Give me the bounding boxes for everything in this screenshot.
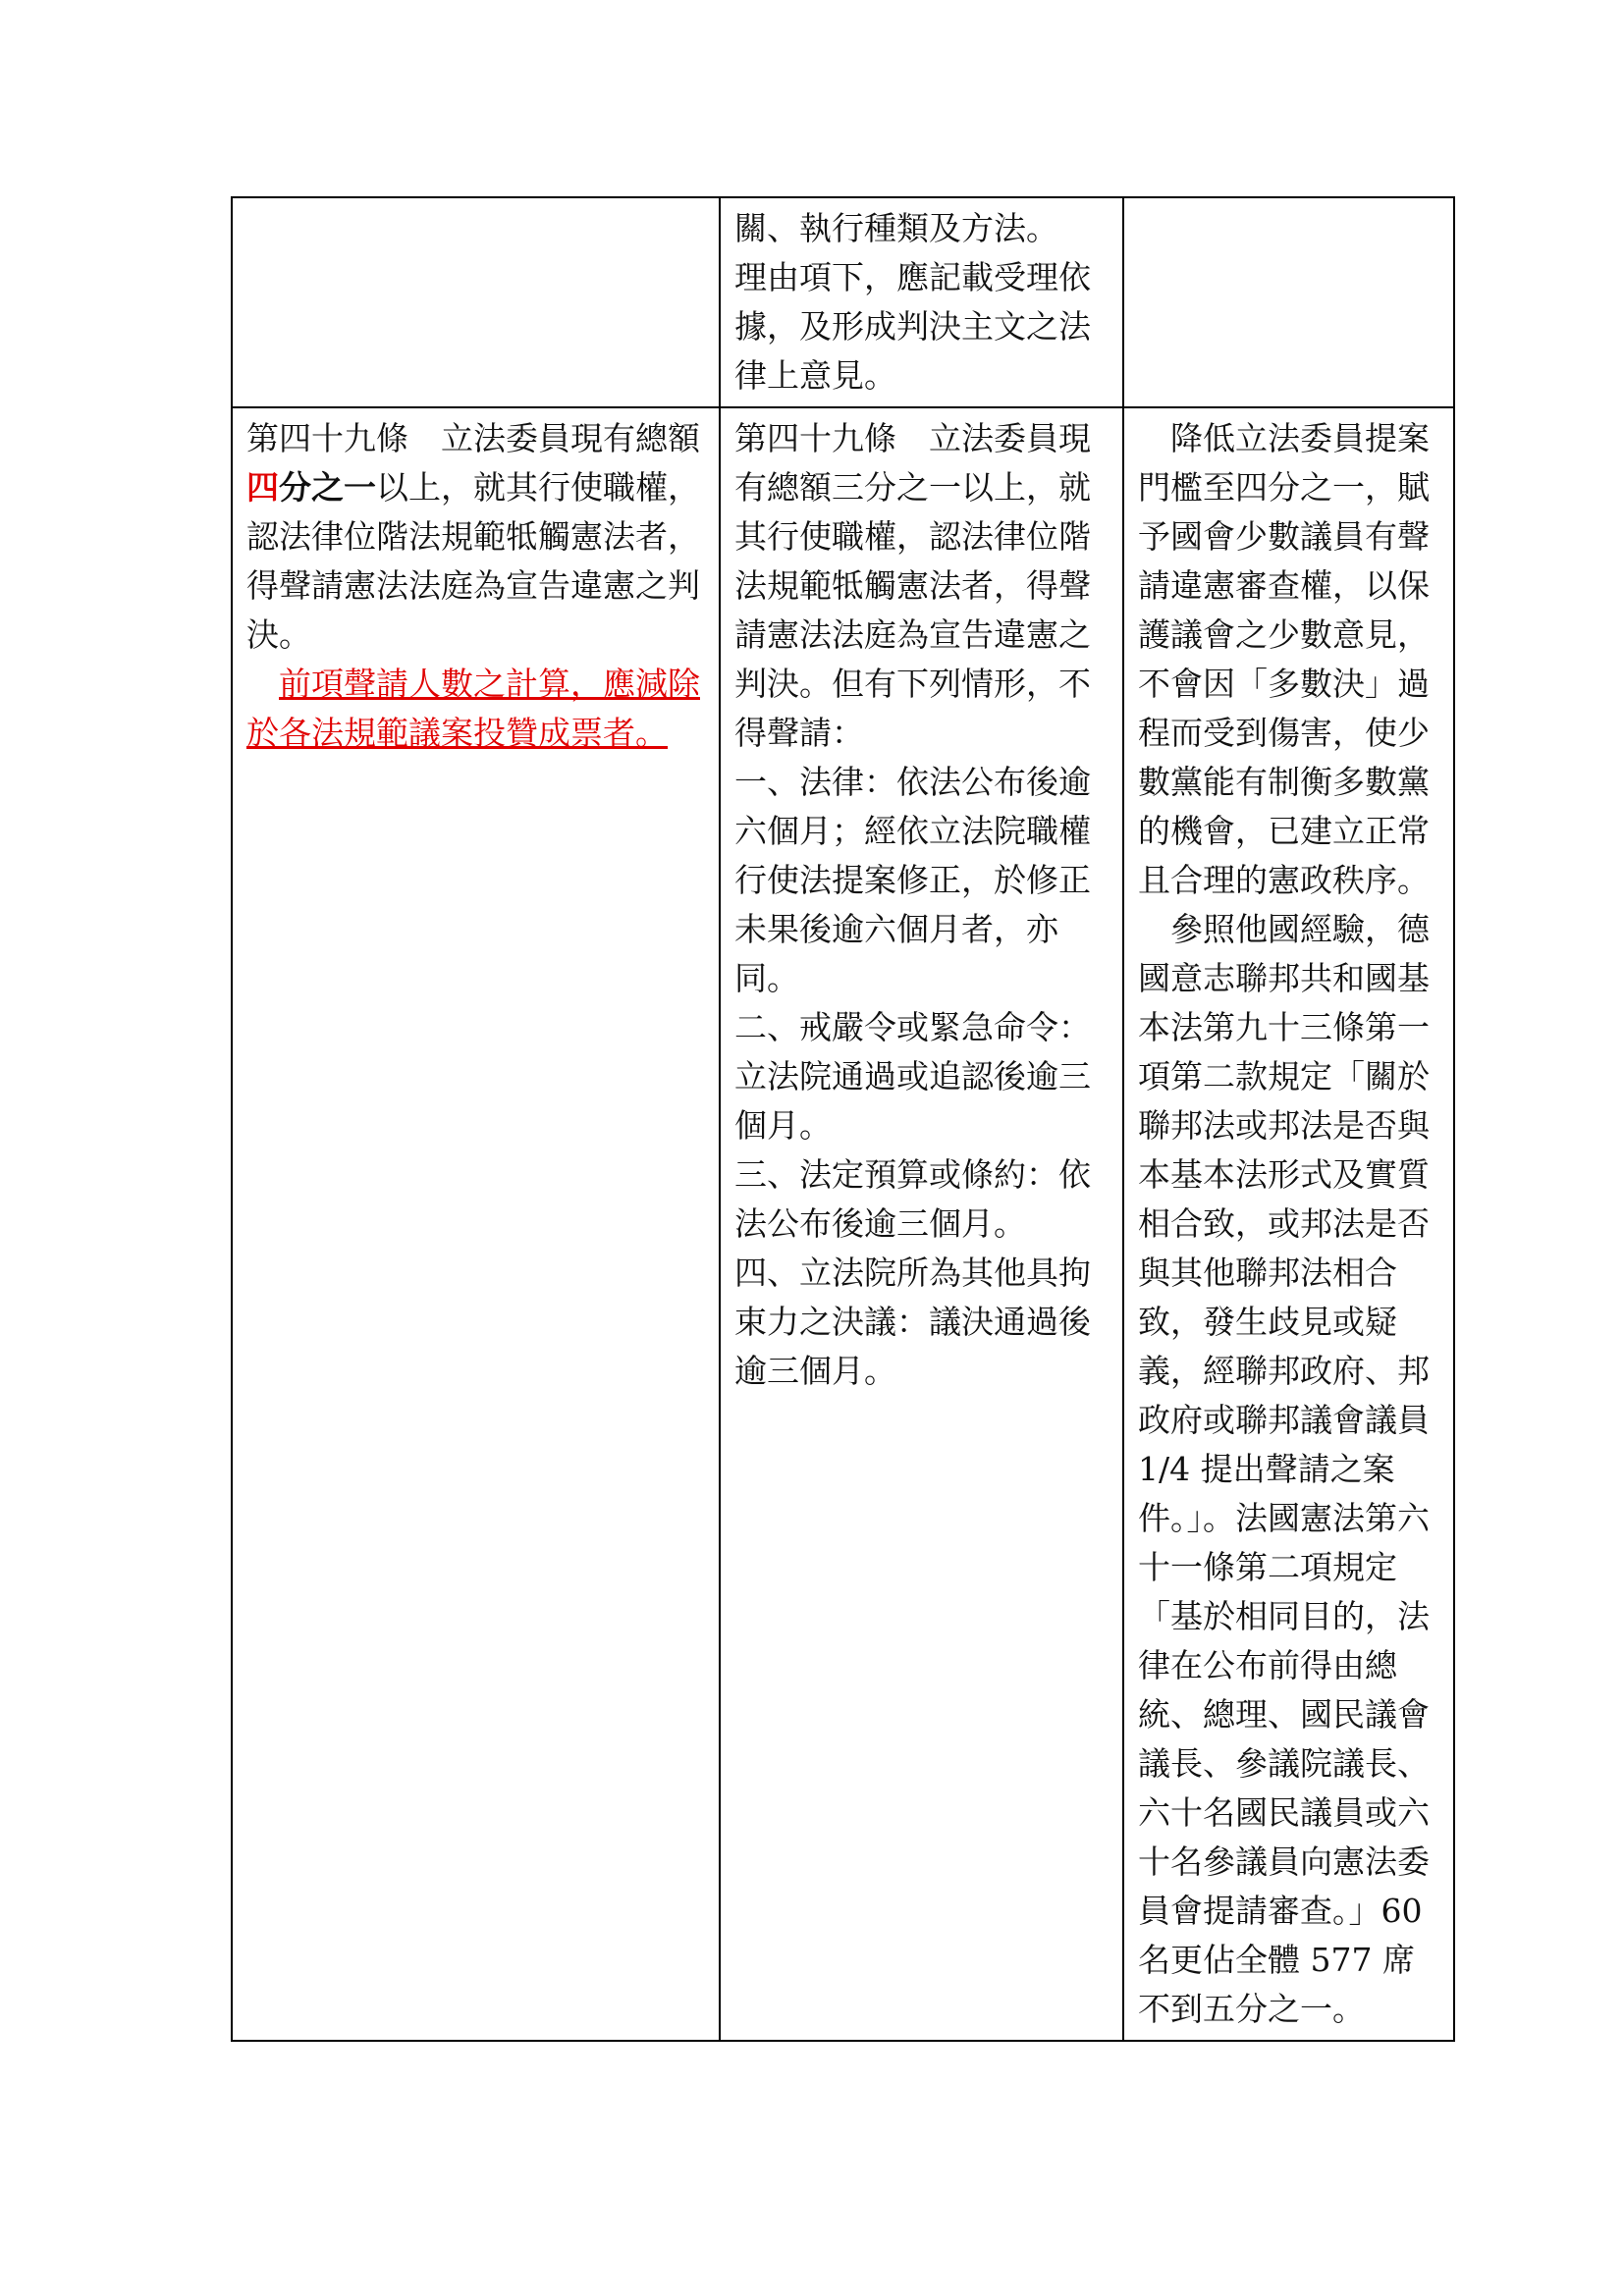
explanation-paragraph: 參照他國經驗，德國意志聯邦共和國基本法第九十三條第一項第二款規定「關於聯邦法或邦法是否與本基本法形式及實質相合致，或邦法是否與其他聯邦法相合致，發生歧見或疑義，經聯邦政府、邦政府或聯邦議會議員1/4 提出聲請之案件。」。法國憲法第六十一條第二項規定「基於相同目的，法律在公布前得由總統、總理、國民議會議長、參議院議長、六十名國民議員或六十名參議員向憲法委員會提請審查。」60 名更佔全體 577 席不到五分之一。 — [1138, 910, 1430, 2028]
explanation-cell — [1123, 197, 1454, 407]
highlight-bold-text: 分之一 — [279, 468, 376, 507]
table-row — [232, 407, 1454, 2041]
amended-article-cell — [232, 197, 720, 407]
added-paragraph — [246, 660, 705, 758]
article-item: 一、法律：依法公布後逾六個月；經依立法院職權行使法提案修正，於修正未果後逾六個月者，亦同。 — [734, 763, 1091, 997]
article-suffix: 以上，就其行使職權，認法律位階法規範牴觸憲法者，得聲請憲法法庭為宣告違憲之判決。 — [246, 468, 700, 654]
amended-article-cell — [232, 407, 720, 2041]
amended-article-text — [246, 414, 705, 660]
article-item: 四、立法院所為其他具拘束力之決議：議決通過後逾三個月。 — [734, 1254, 1091, 1390]
explanation-cell — [1123, 407, 1454, 2041]
article-text: 關、執行種類及方法。 — [734, 209, 1058, 247]
article-text: 理由項下，應記載受理依據，及形成判決主文之法律上意見。 — [734, 258, 1091, 395]
comparison-table — [231, 196, 1455, 2042]
article-prefix: 第四十九條 立法委員現有總額 — [246, 419, 700, 457]
article-text: 第四十九條 立法委員現有總額三分之一以上，就其行使職權，認法律位階法規範牴觸憲法者，得聲請憲法法庭為宣告違憲之判決。但有下列情形，不得聲請： — [734, 419, 1091, 752]
added-paragraph-text: 前項聲請人數之計算，應減除於各法規範議案投贊成票者。 — [246, 665, 700, 752]
highlight-red-text: 四 — [246, 468, 279, 507]
table-row — [232, 197, 1454, 407]
current-article-cell — [720, 407, 1123, 2041]
explanation-paragraph: 降低立法委員提案門檻至四分之一，賦予國會少數議員有聲請違憲審查權，以保護議會之少數意見，不會因「多數決」過程而受到傷害，使少數黨能有制衡多數黨的機會，已建立正常且合理的憲政秩序。 — [1138, 419, 1430, 899]
article-item: 二、戒嚴令或緊急命令：立法院通過或追認後逾三個月。 — [734, 1008, 1091, 1145]
current-article-cell — [720, 197, 1123, 407]
article-item: 三、法定預算或條約：依法公布後逾三個月。 — [734, 1155, 1091, 1243]
